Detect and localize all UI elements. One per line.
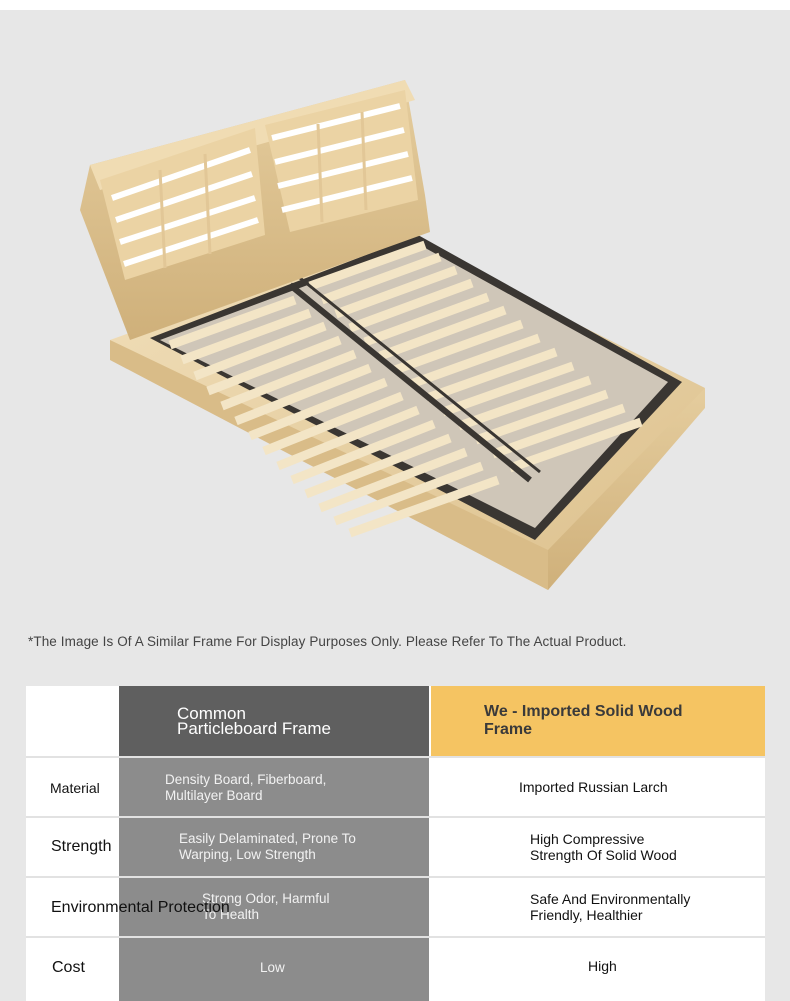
common-cell-cost <box>119 938 429 1001</box>
our-value-cost: High <box>588 958 617 974</box>
top-strip <box>0 0 790 10</box>
common-value-material: Density Board, Fiberboard, Multilayer Board <box>165 772 327 803</box>
our-value-strength: High Compressive Strength Of Solid Wood <box>530 831 677 863</box>
our-cell-cost <box>431 938 765 1001</box>
row-label-cell <box>26 938 118 1001</box>
common-value-environment: Strong Odor, Harmful To Health <box>202 891 330 922</box>
header-our-label: We - Imported Solid Wood Frame <box>484 703 683 738</box>
row-label-environment: Environmental Protection <box>51 899 230 916</box>
header-common-label: Common Particleboard Frame <box>177 704 332 738</box>
our-value-environment: Safe And Environmentally Friendly, Healthier <box>530 891 691 923</box>
our-cell-strength <box>431 818 765 876</box>
comparison-table <box>26 686 765 1001</box>
header-empty-cell <box>26 686 118 756</box>
our-cell-environment <box>431 878 765 936</box>
row-label-material: Material <box>50 780 100 796</box>
common-cell-strength <box>119 818 429 876</box>
row-label-strength: Strength <box>51 838 112 855</box>
common-cell-material <box>119 758 429 816</box>
row-label-cell <box>26 758 118 816</box>
disclaimer-note: *The Image Is Of A Similar Frame For Display Purposes Only. Please Refer To The Actual Product. <box>28 634 627 649</box>
our-value-material: Imported Russian Larch <box>519 779 668 795</box>
common-value-strength: Easily Delaminated, Prone To Warping, Low Strength <box>179 831 356 862</box>
header-common-frame <box>119 686 429 756</box>
row-label-cell <box>26 818 118 876</box>
header-our-frame <box>431 686 765 756</box>
row-label-cost: Cost <box>52 959 85 976</box>
bed-frame-photo <box>0 10 790 620</box>
common-value-cost: Low <box>260 960 285 975</box>
our-cell-material <box>431 758 765 816</box>
